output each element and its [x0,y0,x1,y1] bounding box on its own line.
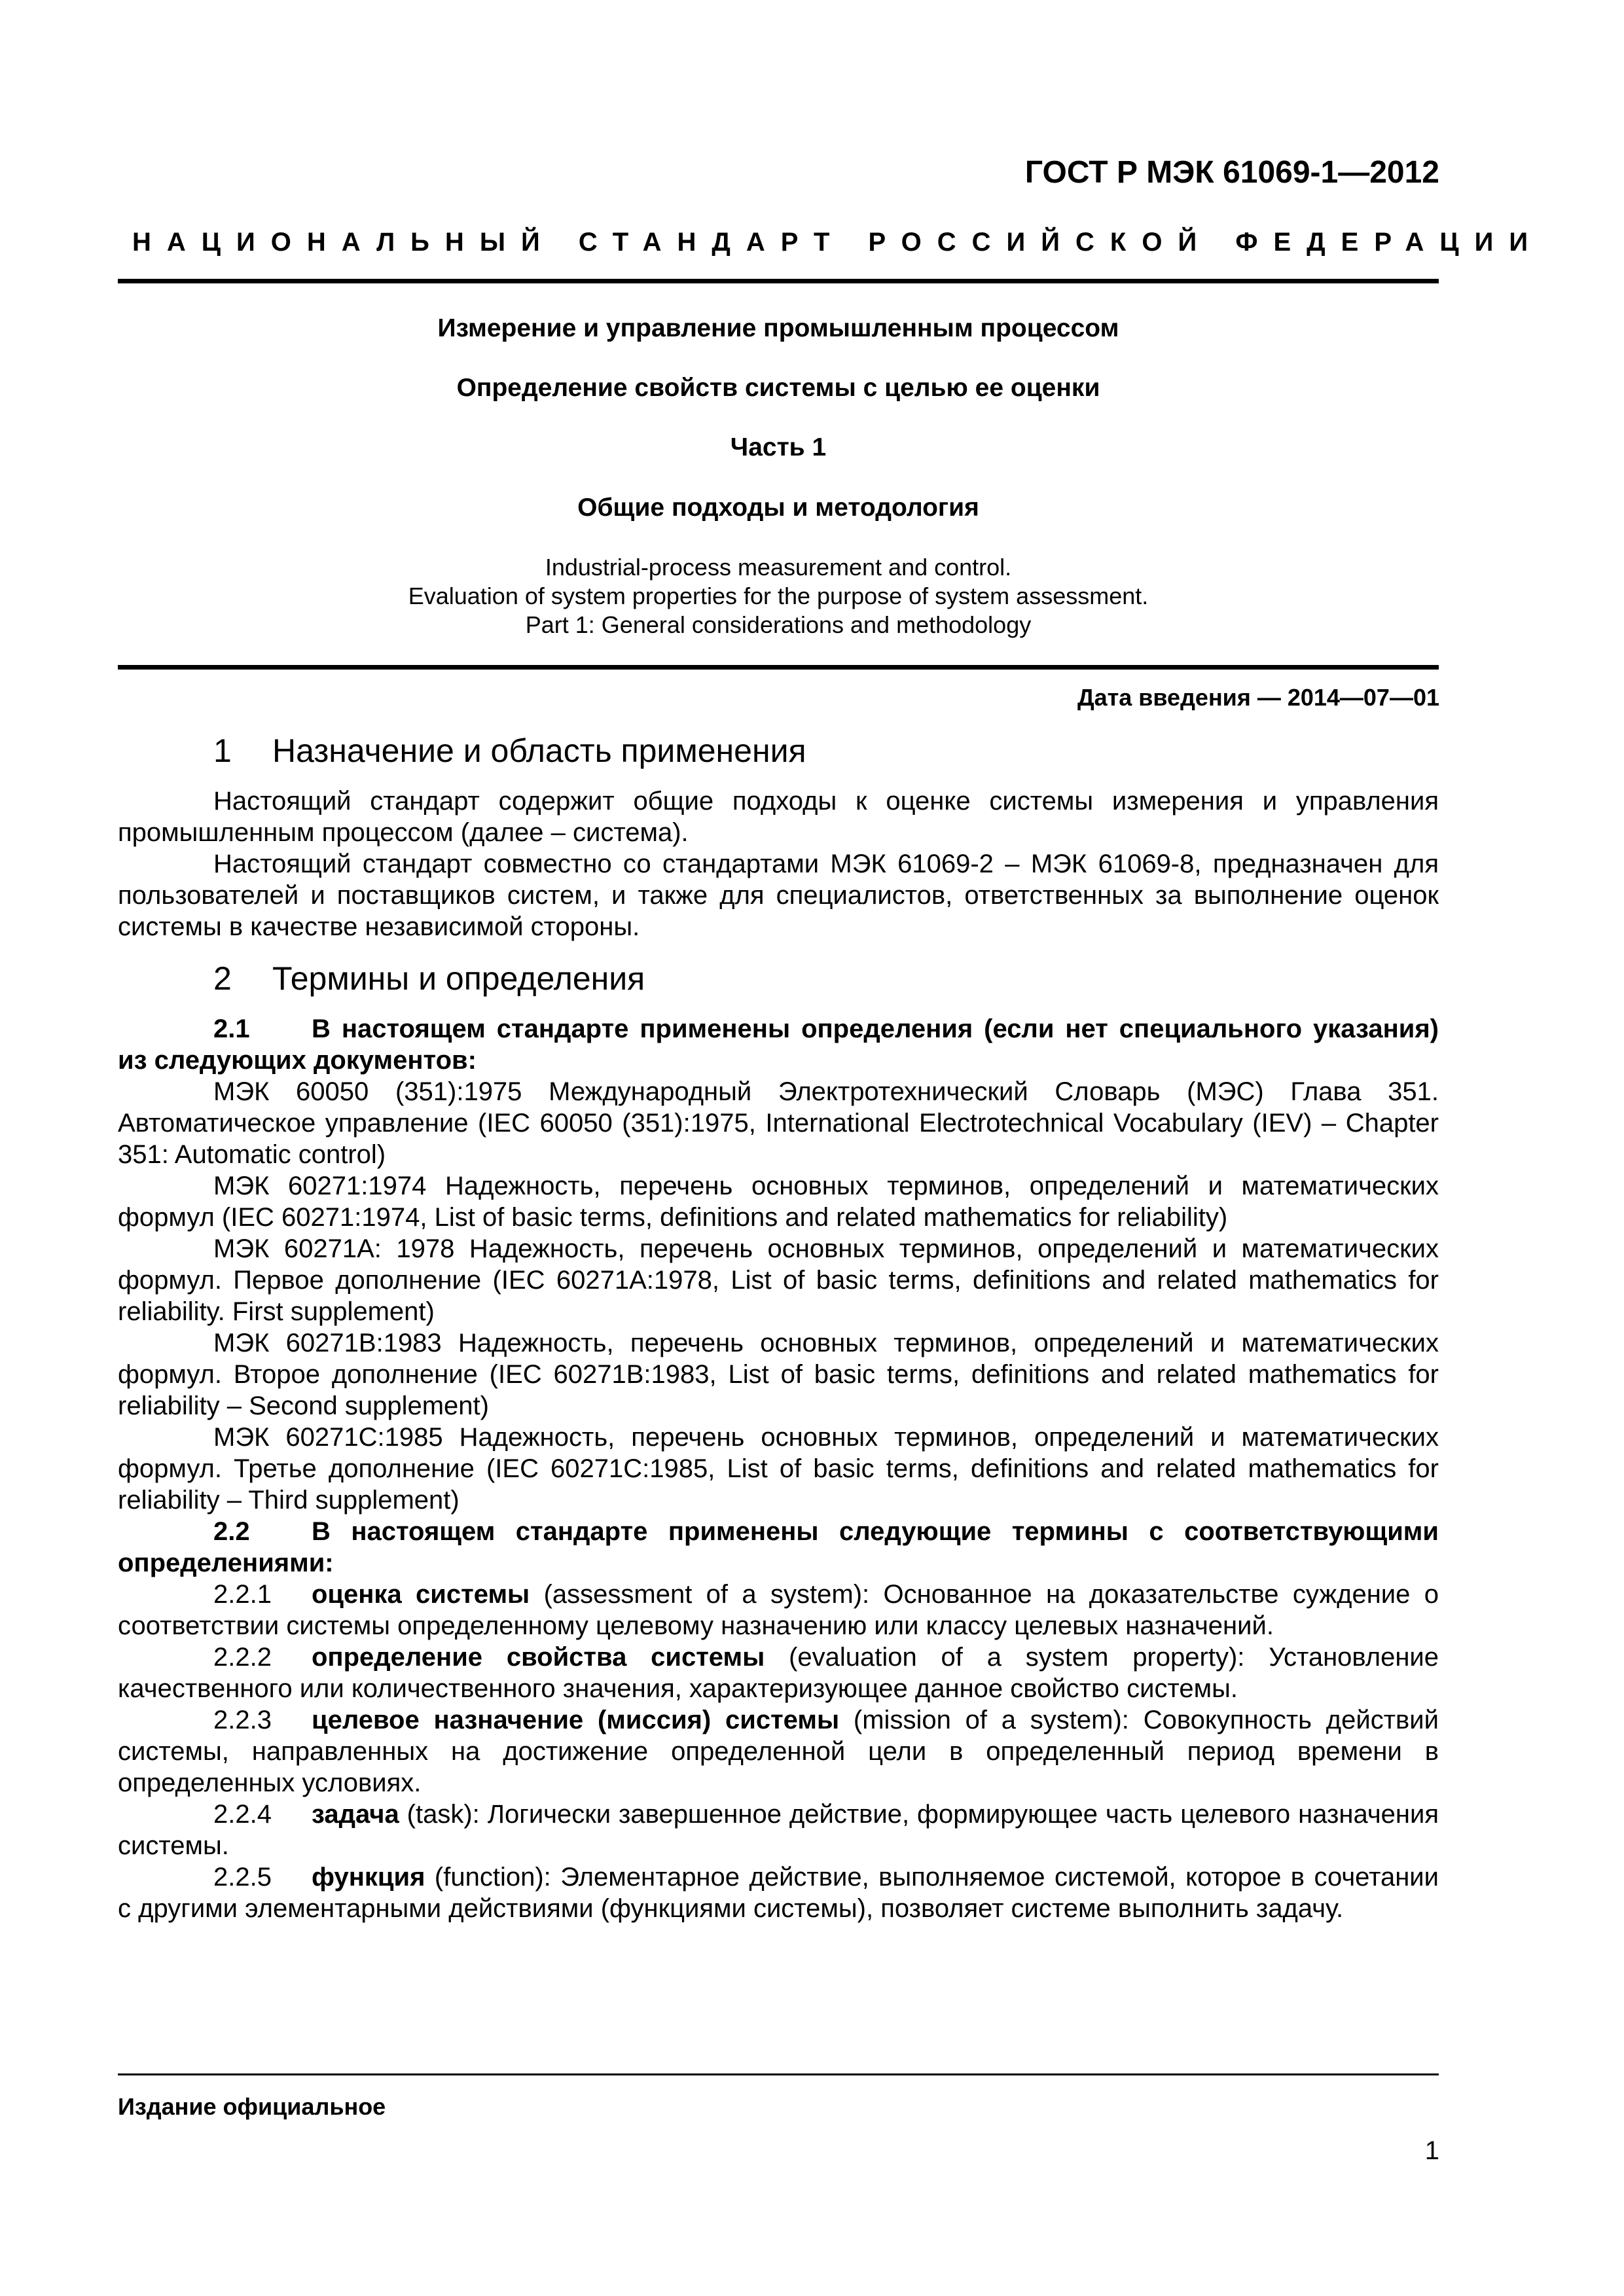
term-2-2-2-term: определение свойства системы [312,1643,765,1672]
section-1-body [118,785,1439,942]
title-line-4: Общие подходы и методология [577,493,979,522]
reference-1: МЭК 60050 (351):1975 Международный Электротехнический Словарь (МЭС) Глава 351. Автоматическое управление (IEC 60050 (351):1975, International Electrotechnical Vocabulary (IEV) – Chapter 351: Automatic control) [118,1077,1439,1169]
section-1-paragraph-1: Настоящий стандарт содержит общие подходы к оценке системы измерения и управления промышленным процессом (далее – система). [118,787,1439,847]
section-1-heading [213,732,806,770]
section-2-title: Термины и определения [272,960,645,997]
title-line-1: Измерение и управление промышленным процессом [437,314,1119,342]
clause-2-2-text: В настоящем стандарте применены следующие термины с соответствующими определениями: [118,1517,1439,1577]
page-number: 1 [1424,2136,1439,2165]
term-2-2-2-number: 2.2.2 [213,1643,272,1672]
section-2-number: 2 [213,960,232,997]
english-title [118,553,1439,639]
header-rule [118,279,1439,283]
term-2-2-3-definition: (mission of a system): Совокупность действий системы, направленных на достижение определенной цели в определенный период времени в определенных условиях. [118,1706,1439,1797]
section-2-heading [213,960,645,997]
term-2-2-3 [118,1704,1439,1799]
clause-2-2 [118,1516,1439,1579]
national-standard-heading: НАЦИОНАЛЬНЫЙ СТАНДАРТ РОССИЙСКОЙ ФЕДЕРАЦИИ [132,228,1544,257]
reference-4: МЭК 60271В:1983 Надежность, перечень основных терминов, определений и математических формул. Второе дополнение (IEC 60271B:1983, List of basic terms, definitions and related mathematics for reliability – Second supplement) [118,1329,1439,1420]
term-2-2-2 [118,1641,1439,1704]
reference-2: МЭК 60271:1974 Надежность, перечень основных терминов, определений и математических формул (IEC 60271:1974, List of basic terms, definitions and related mathematics for reliability) [118,1172,1439,1232]
term-2-2-1-term: оценка системы [312,1580,530,1609]
official-edition-label: Издание официальное [118,2093,386,2120]
clause-2-1-number: 2.1 [213,1014,250,1043]
english-title-line-3: Part 1: General considerations and methodology [525,611,1032,638]
term-2-2-1 [118,1579,1439,1641]
term-2-2-4 [118,1799,1439,1861]
term-2-2-1-definition: (assessment of a system): Основанное на доказательстве суждение о соответствии системы определенному целевому назначению или классу целевых назначений. [118,1580,1439,1640]
english-title-line-1: Industrial-process measurement and control. [545,554,1012,581]
section-1-paragraph-2: Настоящий стандарт совместно со стандартами МЭК 61069-2 – МЭК 61069-8, предназначен для пользователей и поставщиков систем, и также для специалистов, ответственных за выполнение оценок системы в качестве независимой стороны. [118,850,1439,941]
title-line-2: Определение свойств системы с целью ее оценки [456,374,1100,402]
term-2-2-4-number: 2.2.4 [213,1800,272,1829]
standard-code: ГОСТ Р МЭК 61069-1—2012 [1024,155,1439,190]
section-1-title: Назначение и область применения [272,732,806,769]
clause-2-1 [118,1013,1439,1076]
clause-2-1-text: В настоящем стандарте применены определения (если нет специального указания) из следующих документов: [118,1014,1439,1075]
term-2-2-3-term: целевое назначение (миссия) системы [312,1706,840,1734]
section-2-body [118,1013,1439,1924]
term-2-2-5-term: функция [312,1863,425,1892]
english-title-line-2: Evaluation of system properties for the purpose of system assessment. [408,583,1149,609]
term-2-2-4-term: задача [312,1800,399,1829]
title-rule [118,665,1439,670]
title-part: Часть 1 [730,433,827,461]
reference-3: МЭК 60271А: 1978 Надежность, перечень основных терминов, определений и математических формул. Первое дополнение (IEC 60271A:1978, List of basic terms, definitions and related mathematics for reliability. First supplement) [118,1234,1439,1326]
reference-5: МЭК 60271С:1985 Надежность, перечень основных терминов, определений и математических формул. Третье дополнение (IEC 60271C:1985, List of basic terms, definitions and related mathematics for reliability – Third supplement) [118,1423,1439,1515]
term-2-2-1-number: 2.2.1 [213,1580,272,1609]
term-2-2-5 [118,1861,1439,1924]
term-2-2-2-definition: (evaluation of a system property): Установление качественного или количественного значения, характеризующее данное свойство системы. [118,1643,1439,1703]
term-2-2-5-number: 2.2.5 [213,1863,272,1892]
clause-2-2-number: 2.2 [213,1517,250,1546]
term-2-2-5-definition: (function): Элементарное действие, выполняемое системой, которое в сочетании с другими элементарными действиями (функциями системы), позволяет системе выполнить задачу. [118,1863,1439,1923]
introduction-date: Дата введения — 2014—07—01 [1077,684,1439,711]
term-2-2-3-number: 2.2.3 [213,1706,272,1734]
footer-rule [118,2073,1439,2075]
section-1-number: 1 [213,732,232,769]
term-2-2-4-definition: (task): Логически завершенное действие, формирующее часть целевого назначения системы. [118,1800,1439,1860]
